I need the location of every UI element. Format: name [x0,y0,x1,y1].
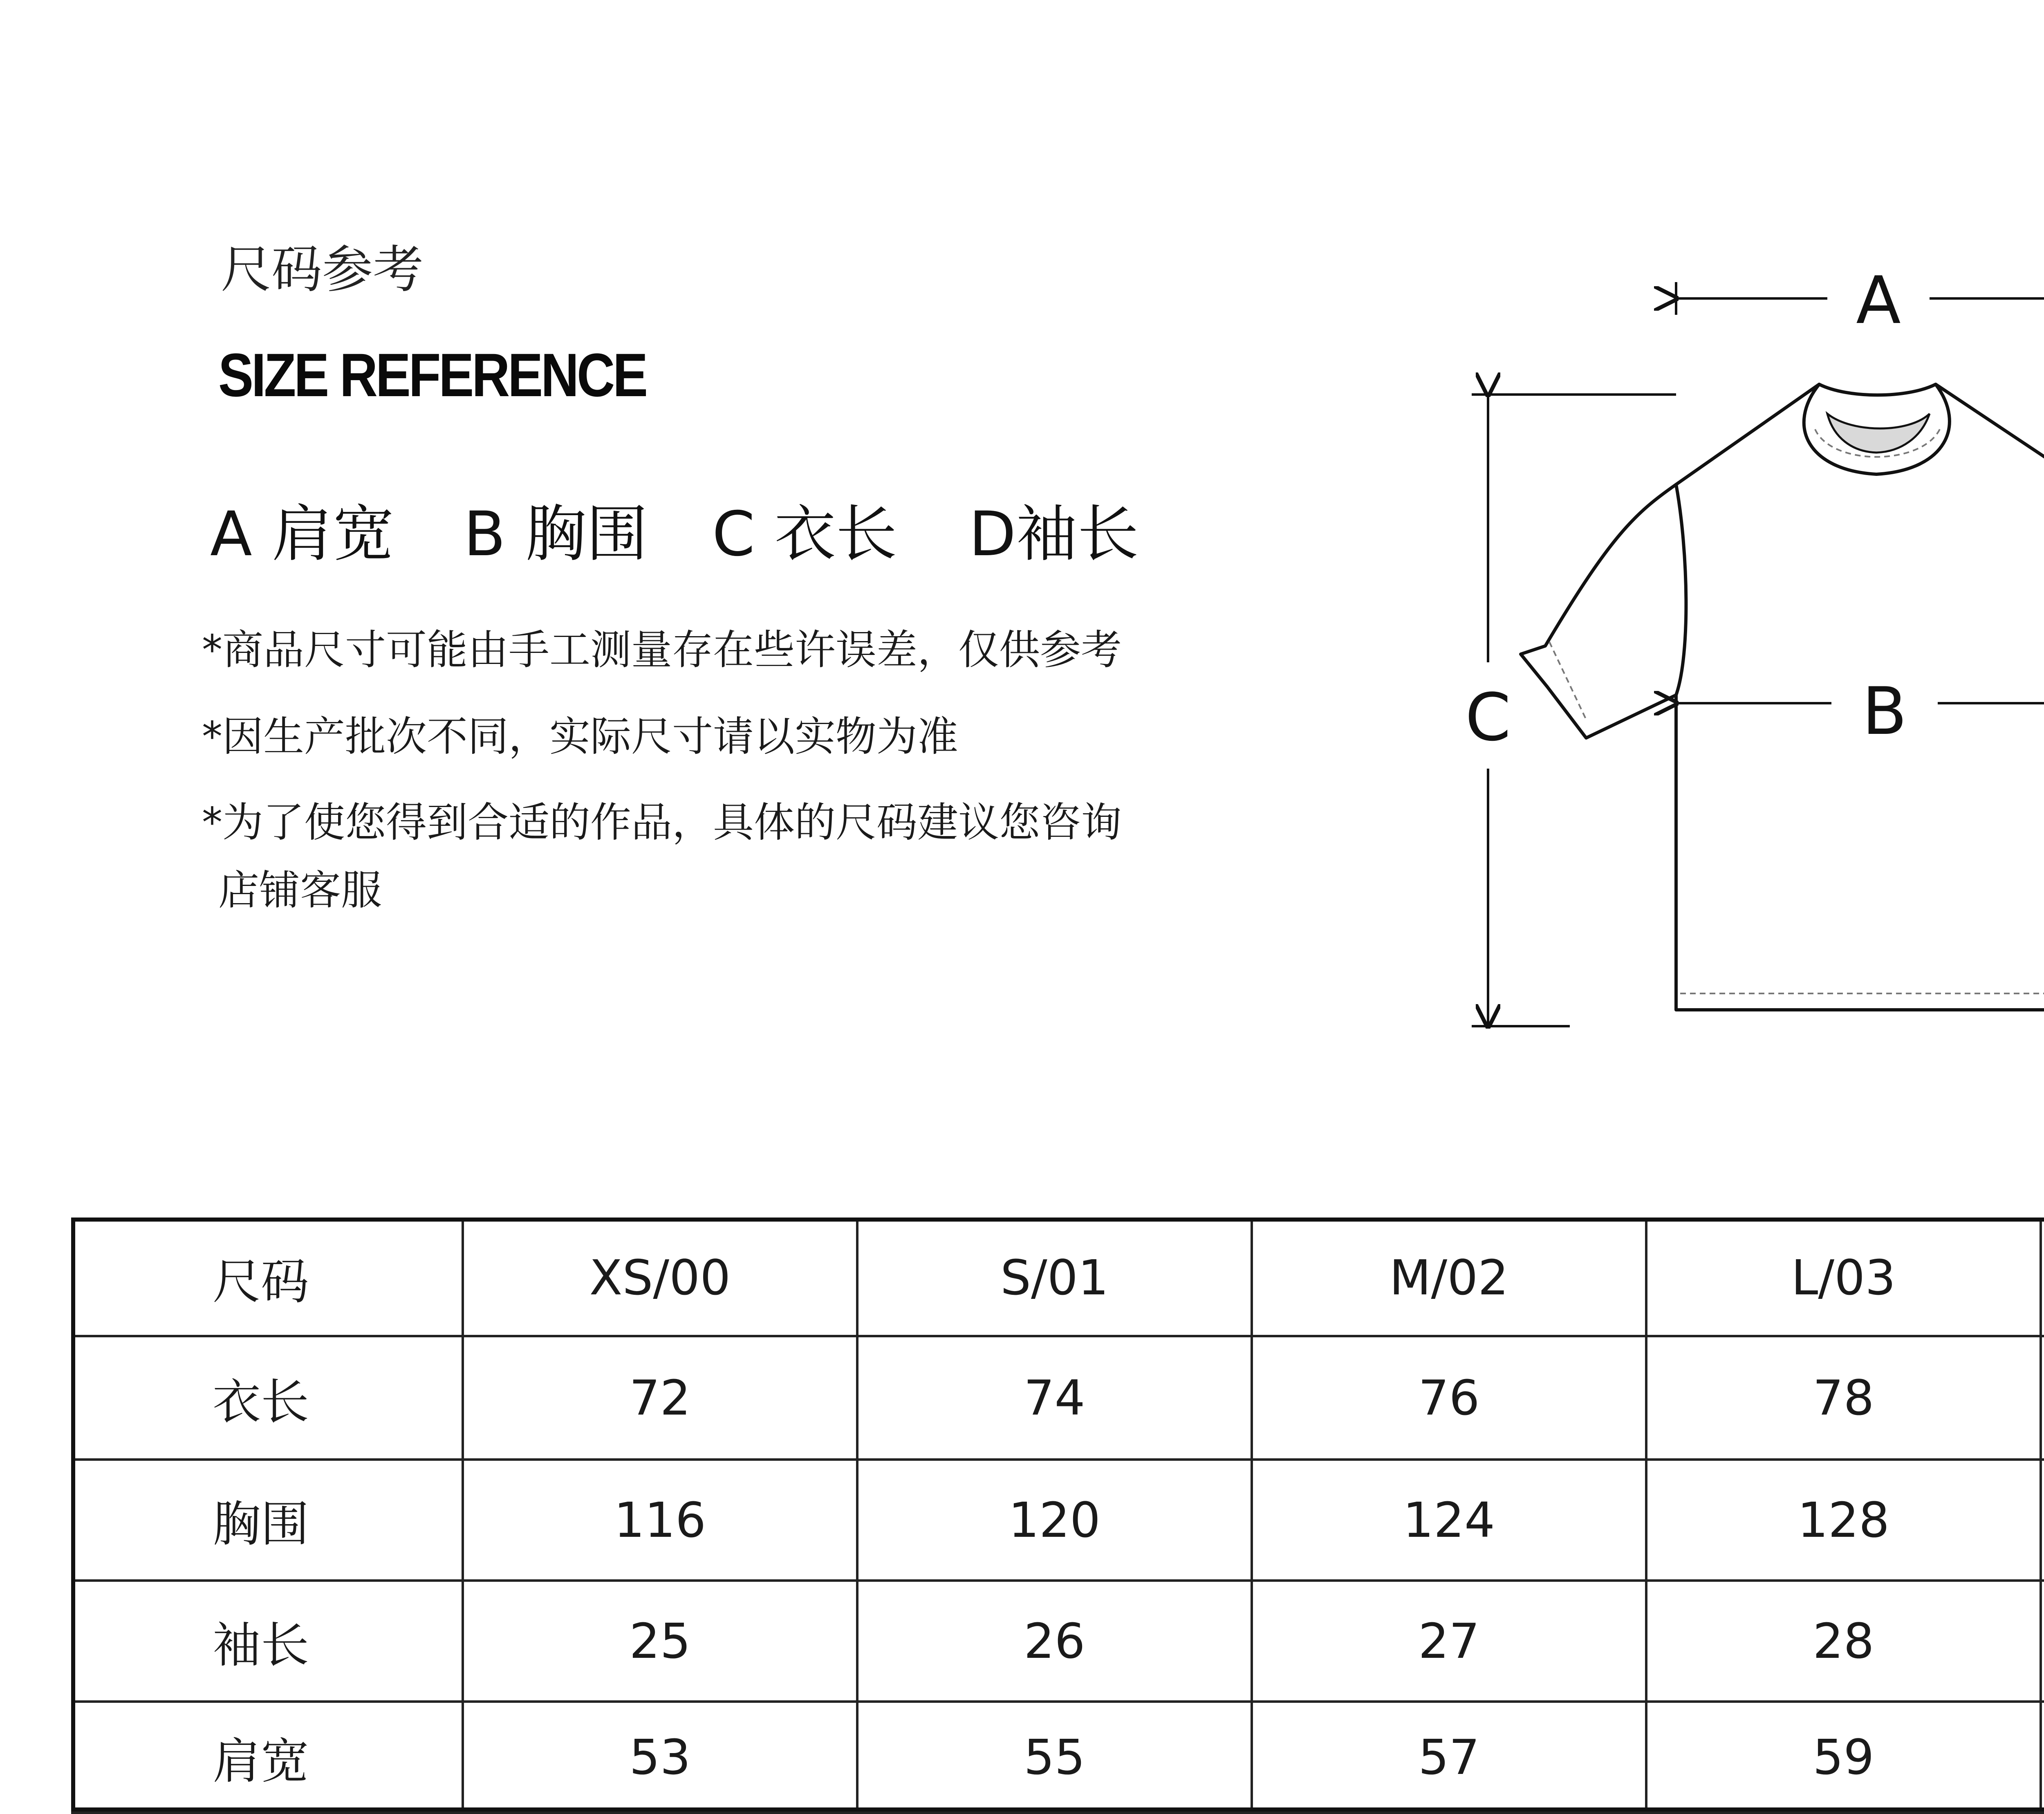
title-english: SIZE REFERENCE [218,341,646,409]
table-row-label: 衣长 [72,1336,463,1460]
table-header-cell [2041,1219,2044,1336]
table-header-cell: S/01 [857,1219,1252,1336]
table-header-row [72,1219,2044,1336]
table-cell [2041,1581,2044,1702]
table-header-cell: L/03 [1646,1219,2041,1336]
note-batch-difference: *因生产批次不同，实际尺寸请以实物为准 [202,713,958,760]
legend-d: D袖长 [969,499,1139,570]
dimension-a-label: A [1856,262,1901,339]
table-cell: 57 [1252,1702,1646,1813]
table-row [72,1460,2044,1581]
table-cell: 74 [857,1336,1252,1460]
table-header-cell: M/02 [1252,1219,1646,1336]
table-cell: 59 [1646,1702,2041,1813]
legend-a: A 肩宽 [210,499,394,570]
table-row [72,1336,2044,1460]
table-cell: 25 [463,1581,857,1702]
legend-c: C 衣长 [712,499,897,570]
table-cell: 76 [1252,1336,1646,1460]
dimension-c-label: C [1465,679,1511,756]
size-table [71,1218,2044,1814]
table-cell: 26 [857,1581,1252,1702]
collar-inner [1827,414,1930,453]
table-cell: 53 [463,1702,857,1813]
note-consult-service-cont: 店铺客服 [218,866,382,914]
table-header-cell: 尺码 [72,1219,463,1336]
legend-b: B 胸围 [464,499,648,570]
table-cell [2041,1460,2044,1581]
table-cell: 128 [1646,1460,2041,1581]
table-cell [2041,1336,2044,1460]
note-consult-service: *为了使您得到合适的作品，具体的尺码建议您咨询 [202,798,1122,846]
tshirt-outline [1521,384,2044,1010]
table-cell: 120 [857,1460,1252,1581]
left-sleeve-stitching [1549,642,1586,720]
dimension-b-label: B [1862,673,1907,749]
table-cell: 78 [1646,1336,2041,1460]
title-chinese: 尺码参考 [221,240,424,299]
table-row-label: 袖长 [72,1581,463,1702]
table-row [72,1581,2044,1702]
table-cell: 27 [1252,1581,1646,1702]
note-measurement-error: *商品尺寸可能由手工测量存在些许误差，仅供参考 [202,626,1122,674]
table-cell: 55 [857,1702,1252,1813]
table-cell: 124 [1252,1460,1646,1581]
table-row-label: 胸围 [72,1460,463,1581]
table-cell: 72 [463,1336,857,1460]
table-header-cell: XS/00 [463,1219,857,1336]
table-row [72,1702,2044,1813]
table-cell [2041,1702,2044,1813]
table-row-label: 肩宽 [72,1702,463,1813]
table-cell: 28 [1646,1581,2041,1702]
table-cell: 116 [463,1460,857,1581]
